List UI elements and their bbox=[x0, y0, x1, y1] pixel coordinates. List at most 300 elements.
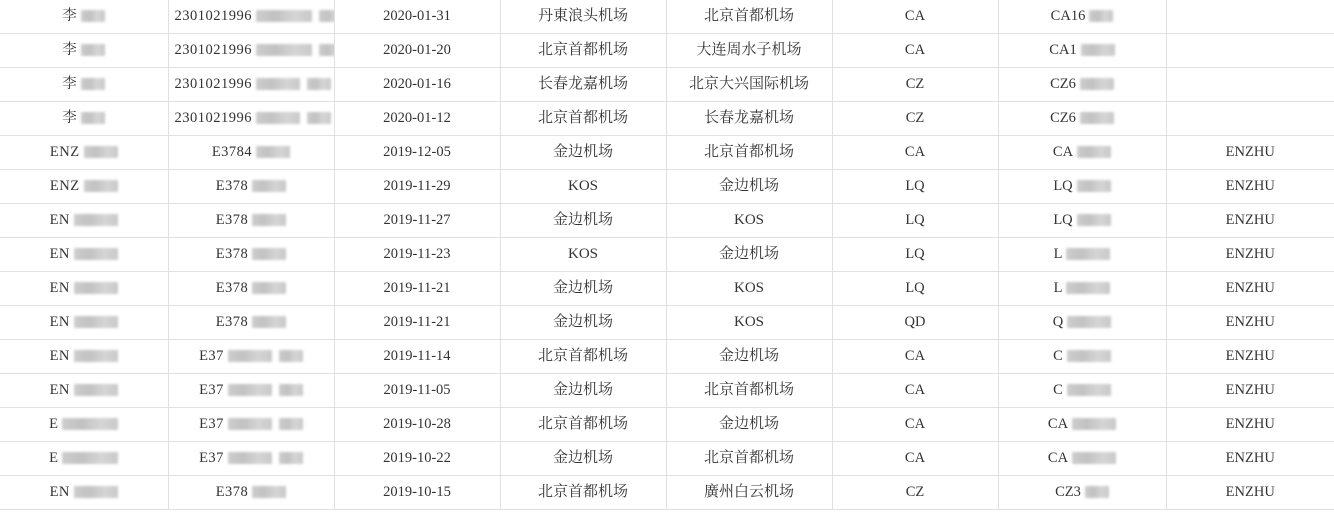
cell-content bbox=[216, 281, 287, 296]
origin-airport-text: 丹東浪头机场 bbox=[537, 8, 628, 24]
redaction-block bbox=[62, 418, 118, 430]
cell-passenger-name bbox=[0, 34, 168, 68]
destination-airport-text: 北京大兴国际机场 bbox=[688, 76, 809, 92]
cell-content bbox=[383, 315, 450, 330]
redaction-block bbox=[74, 384, 118, 396]
cell-content bbox=[383, 485, 451, 500]
airline-code-text: CA bbox=[904, 144, 926, 160]
cell-content bbox=[50, 281, 118, 296]
destination-airport-text: 大连周水子机场 bbox=[696, 42, 802, 58]
redaction-block bbox=[1080, 78, 1114, 90]
id-number-text: E378 bbox=[215, 314, 249, 330]
operator-tag-text: ENZHU bbox=[1225, 348, 1275, 364]
cell-content bbox=[216, 485, 287, 500]
airline-code-text: CA bbox=[904, 8, 926, 24]
flight-date-text: 2019-10-15 bbox=[383, 484, 451, 500]
cell-flight-number bbox=[998, 238, 1166, 272]
flight-date-text: 2019-11-23 bbox=[383, 246, 451, 262]
redaction-block bbox=[256, 146, 290, 158]
cell-flight-number bbox=[998, 476, 1166, 510]
origin-airport-text: 金边机场 bbox=[552, 450, 613, 466]
redaction-block bbox=[319, 10, 334, 22]
id-number-text: E37 bbox=[199, 416, 224, 432]
operator-tag-text: ENZHU bbox=[1225, 484, 1275, 500]
redaction-block bbox=[256, 78, 300, 90]
table-row[interactable] bbox=[0, 272, 1334, 306]
operator-tag-text: ENZHU bbox=[1225, 246, 1275, 262]
flight-date-text: 2019-10-28 bbox=[383, 416, 451, 432]
cell-flight-date bbox=[334, 476, 500, 510]
redaction-block bbox=[62, 452, 118, 464]
destination-airport-text: 北京首都机场 bbox=[703, 382, 794, 398]
redaction-block bbox=[1067, 384, 1111, 396]
redaction-block bbox=[252, 180, 286, 192]
cell-airline-code bbox=[832, 476, 998, 510]
passenger-name-text: 李 bbox=[62, 110, 78, 126]
cell-content bbox=[50, 315, 118, 330]
passenger-name-text: EN bbox=[49, 280, 70, 296]
operator-tag-text: ENZHU bbox=[1225, 212, 1275, 228]
cell-id-number bbox=[168, 374, 334, 408]
destination-airport-text: 金边机场 bbox=[718, 246, 779, 262]
cell-operator-tag bbox=[1166, 170, 1334, 204]
cell-operator-tag bbox=[1166, 136, 1334, 170]
table-row[interactable] bbox=[0, 170, 1334, 204]
redaction-block bbox=[1080, 112, 1114, 124]
redaction-block bbox=[1067, 316, 1111, 328]
cell-content bbox=[905, 43, 925, 58]
cell-content bbox=[62, 9, 105, 24]
cell-passenger-name bbox=[0, 408, 168, 442]
cell-content bbox=[383, 451, 451, 466]
cell-content bbox=[50, 247, 118, 262]
operator-tag-text: ENZHU bbox=[1225, 314, 1275, 330]
cell-origin-airport bbox=[500, 340, 666, 374]
flight-number-text: CZ3 bbox=[1055, 484, 1081, 500]
cell-origin-airport bbox=[500, 476, 666, 510]
redaction-block bbox=[74, 214, 118, 226]
passenger-name-text: E bbox=[49, 416, 59, 432]
cell-content bbox=[734, 213, 764, 228]
cell-passenger-name bbox=[0, 374, 168, 408]
cell-passenger-name bbox=[0, 272, 168, 306]
cell-destination-airport bbox=[666, 442, 832, 476]
origin-airport-text: 金边机场 bbox=[552, 382, 613, 398]
cell-content bbox=[704, 451, 794, 466]
redaction-block bbox=[1077, 146, 1111, 158]
origin-airport-text: 金边机场 bbox=[552, 280, 613, 296]
cell-content bbox=[905, 9, 925, 24]
redaction-block bbox=[252, 316, 286, 328]
redaction-block bbox=[1089, 10, 1113, 22]
id-number-text: E378 bbox=[215, 212, 249, 228]
flight-number-text: Q bbox=[1052, 314, 1064, 330]
cell-id-number bbox=[168, 68, 334, 102]
cell-content bbox=[49, 417, 118, 432]
redaction-block bbox=[74, 316, 118, 328]
id-number-text: 2301021996 bbox=[174, 76, 252, 92]
redaction-block bbox=[279, 418, 303, 430]
cell-content bbox=[1226, 451, 1275, 466]
cell-content bbox=[1053, 315, 1111, 330]
cell-content bbox=[734, 315, 764, 330]
table-row[interactable] bbox=[0, 102, 1334, 136]
cell-flight-date bbox=[334, 102, 500, 136]
redaction-block bbox=[256, 44, 312, 56]
cell-flight-date bbox=[334, 306, 500, 340]
cell-content bbox=[568, 179, 598, 194]
id-number-text: 2301021996 bbox=[174, 8, 252, 24]
operator-tag-text: ENZHU bbox=[1225, 450, 1275, 466]
airline-code-text: QD bbox=[904, 314, 926, 330]
cell-destination-airport bbox=[666, 374, 832, 408]
cell-content bbox=[383, 77, 451, 92]
cell-origin-airport bbox=[500, 442, 666, 476]
origin-airport-text: 金边机场 bbox=[552, 314, 613, 330]
cell-content bbox=[1053, 349, 1111, 364]
redaction-block bbox=[74, 248, 118, 260]
flight-number-text: CZ6 bbox=[1050, 110, 1076, 126]
cell-content bbox=[905, 213, 924, 228]
cell-content bbox=[383, 349, 450, 364]
redaction-block bbox=[1072, 418, 1116, 430]
cell-flight-date bbox=[334, 170, 500, 204]
passenger-name-text: EN bbox=[49, 212, 70, 228]
flight-number-text: CA16 bbox=[1050, 8, 1086, 24]
redaction-block bbox=[252, 282, 286, 294]
cell-content bbox=[906, 111, 925, 126]
redaction-block bbox=[228, 350, 272, 362]
cell-content bbox=[383, 281, 450, 296]
cell-content bbox=[1053, 179, 1110, 194]
id-number-text: E378 bbox=[215, 484, 249, 500]
cell-content bbox=[216, 247, 287, 262]
cell-flight-number bbox=[998, 272, 1166, 306]
cell-destination-airport bbox=[666, 68, 832, 102]
cell-origin-airport bbox=[500, 136, 666, 170]
cell-flight-number bbox=[998, 170, 1166, 204]
airline-code-text: LQ bbox=[905, 246, 925, 262]
cell-flight-date bbox=[334, 34, 500, 68]
cell-content bbox=[50, 179, 118, 194]
cell-content bbox=[383, 145, 451, 160]
cell-passenger-name bbox=[0, 238, 168, 272]
cell-operator-tag bbox=[1166, 476, 1334, 510]
id-number-text: E37 bbox=[199, 382, 224, 398]
cell-content bbox=[50, 485, 118, 500]
cell-content bbox=[1053, 383, 1111, 398]
cell-flight-number bbox=[998, 68, 1166, 102]
table-row[interactable] bbox=[0, 374, 1334, 408]
cell-content bbox=[538, 349, 628, 364]
cell-airline-code bbox=[832, 68, 998, 102]
flight-date-text: 2019-11-21 bbox=[383, 314, 451, 330]
cell-flight-date bbox=[334, 136, 500, 170]
flight-date-text: 2020-01-31 bbox=[383, 8, 451, 24]
cell-id-number bbox=[168, 34, 334, 68]
id-number-text: E378 bbox=[215, 280, 249, 296]
cell-content bbox=[199, 417, 303, 432]
cell-airline-code bbox=[832, 306, 998, 340]
cell-flight-date bbox=[334, 272, 500, 306]
cell-destination-airport bbox=[666, 136, 832, 170]
cell-content bbox=[50, 213, 118, 228]
cell-content bbox=[212, 145, 290, 160]
cell-origin-airport bbox=[500, 204, 666, 238]
cell-content bbox=[538, 485, 628, 500]
cell-flight-date bbox=[334, 408, 500, 442]
airline-code-text: CZ bbox=[905, 110, 925, 126]
cell-content bbox=[905, 451, 925, 466]
cell-destination-airport bbox=[666, 238, 832, 272]
cell-content bbox=[568, 247, 598, 262]
origin-airport-text: 北京首都机场 bbox=[537, 42, 628, 58]
redaction-block bbox=[74, 486, 118, 498]
id-number-text: E378 bbox=[215, 246, 249, 262]
origin-airport-text: 北京首都机场 bbox=[537, 416, 628, 432]
redaction-block bbox=[252, 486, 286, 498]
cell-passenger-name bbox=[0, 340, 168, 374]
cell-destination-airport bbox=[666, 408, 832, 442]
cell-content bbox=[1226, 145, 1275, 160]
cell-passenger-name bbox=[0, 102, 168, 136]
flight-number-text: CA bbox=[1052, 144, 1074, 160]
cell-content bbox=[704, 145, 794, 160]
table-row[interactable] bbox=[0, 408, 1334, 442]
flight-date-text: 2020-01-20 bbox=[383, 42, 451, 58]
cell-destination-airport bbox=[666, 340, 832, 374]
table-row[interactable] bbox=[0, 0, 1334, 34]
cell-passenger-name bbox=[0, 68, 168, 102]
passenger-name-text: EN bbox=[49, 484, 70, 500]
cell-content bbox=[905, 179, 924, 194]
cell-flight-number bbox=[998, 306, 1166, 340]
cell-content bbox=[1054, 281, 1111, 296]
cell-content bbox=[538, 9, 628, 24]
cell-id-number bbox=[168, 170, 334, 204]
redaction-block bbox=[81, 78, 105, 90]
table-row[interactable] bbox=[0, 136, 1334, 170]
cell-content bbox=[719, 247, 779, 262]
operator-tag-text: ENZHU bbox=[1225, 280, 1275, 296]
cell-content bbox=[553, 315, 613, 330]
cell-airline-code bbox=[832, 442, 998, 476]
cell-airline-code bbox=[832, 102, 998, 136]
flight-number-text: C bbox=[1053, 382, 1063, 398]
cell-content bbox=[538, 77, 628, 92]
cell-id-number bbox=[168, 0, 334, 34]
cell-content bbox=[1226, 213, 1275, 228]
cell-content bbox=[906, 485, 925, 500]
cell-id-number bbox=[168, 204, 334, 238]
cell-content bbox=[704, 383, 794, 398]
cell-content bbox=[553, 145, 613, 160]
redaction-block bbox=[256, 10, 312, 22]
passenger-name-text: 李 bbox=[62, 76, 78, 92]
airline-code-text: CZ bbox=[905, 484, 925, 500]
cell-id-number bbox=[168, 306, 334, 340]
flight-date-text: 2020-01-12 bbox=[383, 110, 451, 126]
table-row[interactable] bbox=[0, 34, 1334, 68]
redaction-block bbox=[74, 350, 118, 362]
airline-code-text: CA bbox=[904, 348, 926, 364]
cell-airline-code bbox=[832, 272, 998, 306]
destination-airport-text: 北京首都机场 bbox=[703, 8, 794, 24]
flight-date-text: 2019-11-14 bbox=[383, 348, 451, 364]
operator-tag-text: ENZHU bbox=[1225, 416, 1275, 432]
table-row[interactable] bbox=[0, 476, 1334, 510]
cell-operator-tag bbox=[1166, 374, 1334, 408]
cell-content bbox=[553, 451, 613, 466]
cell-operator-tag bbox=[1166, 68, 1334, 102]
cell-content bbox=[383, 417, 451, 432]
cell-content bbox=[704, 111, 794, 126]
flight-number-text: L bbox=[1053, 246, 1063, 262]
cell-operator-tag bbox=[1166, 238, 1334, 272]
cell-content bbox=[216, 179, 287, 194]
redaction-block bbox=[256, 112, 300, 124]
cell-id-number bbox=[168, 136, 334, 170]
cell-content bbox=[1050, 77, 1114, 92]
origin-airport-text: KOS bbox=[567, 178, 598, 194]
cell-content bbox=[1049, 43, 1114, 58]
origin-airport-text: 金边机场 bbox=[552, 144, 613, 160]
cell-content bbox=[719, 179, 779, 194]
cell-flight-date bbox=[334, 340, 500, 374]
redaction-block bbox=[1066, 282, 1110, 294]
flight-number-text: CA1 bbox=[1049, 42, 1077, 58]
flight-number-text: C bbox=[1053, 348, 1063, 364]
redaction-block bbox=[1066, 248, 1110, 260]
cell-content bbox=[383, 111, 451, 126]
cell-content bbox=[905, 315, 926, 330]
origin-airport-text: 长春龙嘉机场 bbox=[537, 76, 628, 92]
cell-operator-tag bbox=[1166, 0, 1334, 34]
cell-content bbox=[199, 383, 303, 398]
flight-number-text: L bbox=[1053, 280, 1063, 296]
cell-content bbox=[538, 111, 628, 126]
cell-destination-airport bbox=[666, 204, 832, 238]
flight-number-text: LQ bbox=[1053, 212, 1073, 228]
cell-id-number bbox=[168, 340, 334, 374]
cell-id-number bbox=[168, 442, 334, 476]
cell-destination-airport bbox=[666, 306, 832, 340]
cell-content bbox=[553, 281, 613, 296]
table-row[interactable] bbox=[0, 442, 1334, 476]
cell-content bbox=[905, 281, 924, 296]
cell-content bbox=[199, 451, 303, 466]
cell-flight-date bbox=[334, 68, 500, 102]
operator-tag-text: ENZHU bbox=[1225, 382, 1275, 398]
origin-airport-text: 北京首都机场 bbox=[537, 110, 628, 126]
table-row[interactable] bbox=[0, 238, 1334, 272]
flight-date-text: 2019-11-05 bbox=[383, 382, 451, 398]
cell-flight-number bbox=[998, 0, 1166, 34]
flight-date-text: 2019-11-29 bbox=[383, 178, 451, 194]
origin-airport-text: 北京首都机场 bbox=[537, 484, 628, 500]
cell-content bbox=[62, 77, 105, 92]
cell-flight-number bbox=[998, 340, 1166, 374]
redaction-block bbox=[228, 452, 272, 464]
cell-flight-number bbox=[998, 34, 1166, 68]
cell-flight-date bbox=[334, 204, 500, 238]
redaction-block bbox=[84, 146, 118, 158]
cell-content bbox=[1054, 247, 1111, 262]
table-row[interactable] bbox=[0, 340, 1334, 374]
id-number-text: E37 bbox=[199, 348, 224, 364]
cell-airline-code bbox=[832, 238, 998, 272]
flight-date-text: 2019-12-05 bbox=[383, 144, 451, 160]
redaction-block bbox=[1072, 452, 1116, 464]
cell-content bbox=[538, 417, 628, 432]
redaction-block bbox=[81, 112, 105, 124]
cell-airline-code bbox=[832, 408, 998, 442]
cell-content bbox=[62, 111, 105, 126]
cell-content bbox=[1048, 417, 1116, 432]
redaction-block bbox=[81, 44, 105, 56]
operator-tag-text: ENZHU bbox=[1225, 178, 1275, 194]
cell-flight-date bbox=[334, 238, 500, 272]
cell-origin-airport bbox=[500, 374, 666, 408]
cell-content bbox=[906, 77, 925, 92]
cell-id-number bbox=[168, 408, 334, 442]
flight-number-text: LQ bbox=[1053, 178, 1073, 194]
cell-flight-number bbox=[998, 136, 1166, 170]
airline-code-text: LQ bbox=[905, 178, 925, 194]
redaction-block bbox=[1077, 180, 1111, 192]
operator-tag-text: ENZHU bbox=[1225, 144, 1275, 160]
cell-flight-date bbox=[334, 442, 500, 476]
passenger-name-text: E bbox=[49, 450, 59, 466]
cell-content bbox=[905, 145, 925, 160]
table-row[interactable] bbox=[0, 204, 1334, 238]
cell-content bbox=[175, 43, 335, 58]
destination-airport-text: KOS bbox=[733, 314, 764, 330]
cell-content bbox=[689, 77, 809, 92]
cell-origin-airport bbox=[500, 408, 666, 442]
cell-id-number bbox=[168, 238, 334, 272]
cell-airline-code bbox=[832, 204, 998, 238]
destination-airport-text: 金边机场 bbox=[718, 348, 779, 364]
cell-origin-airport bbox=[500, 68, 666, 102]
cell-flight-date bbox=[334, 0, 500, 34]
destination-airport-text: 长春龙嘉机场 bbox=[703, 110, 794, 126]
redaction-block bbox=[307, 78, 331, 90]
cell-content bbox=[50, 383, 118, 398]
cell-content bbox=[1051, 9, 1114, 24]
flight-number-text: CZ6 bbox=[1050, 76, 1076, 92]
cell-operator-tag bbox=[1166, 340, 1334, 374]
cell-content bbox=[696, 43, 801, 58]
id-number-text: 2301021996 bbox=[174, 110, 252, 126]
cell-flight-number bbox=[998, 442, 1166, 476]
cell-airline-code bbox=[832, 0, 998, 34]
cell-content bbox=[1226, 179, 1275, 194]
destination-airport-text: 北京首都机场 bbox=[703, 144, 794, 160]
cell-content bbox=[905, 383, 925, 398]
passenger-name-text: 李 bbox=[62, 42, 78, 58]
table-row[interactable] bbox=[0, 306, 1334, 340]
redaction-block bbox=[228, 418, 272, 430]
cell-airline-code bbox=[832, 136, 998, 170]
cell-operator-tag bbox=[1166, 306, 1334, 340]
origin-airport-text: 北京首都机场 bbox=[537, 348, 628, 364]
table-row[interactable] bbox=[0, 68, 1334, 102]
cell-operator-tag bbox=[1166, 442, 1334, 476]
redaction-block bbox=[279, 452, 303, 464]
cell-operator-tag bbox=[1166, 34, 1334, 68]
cell-origin-airport bbox=[500, 238, 666, 272]
